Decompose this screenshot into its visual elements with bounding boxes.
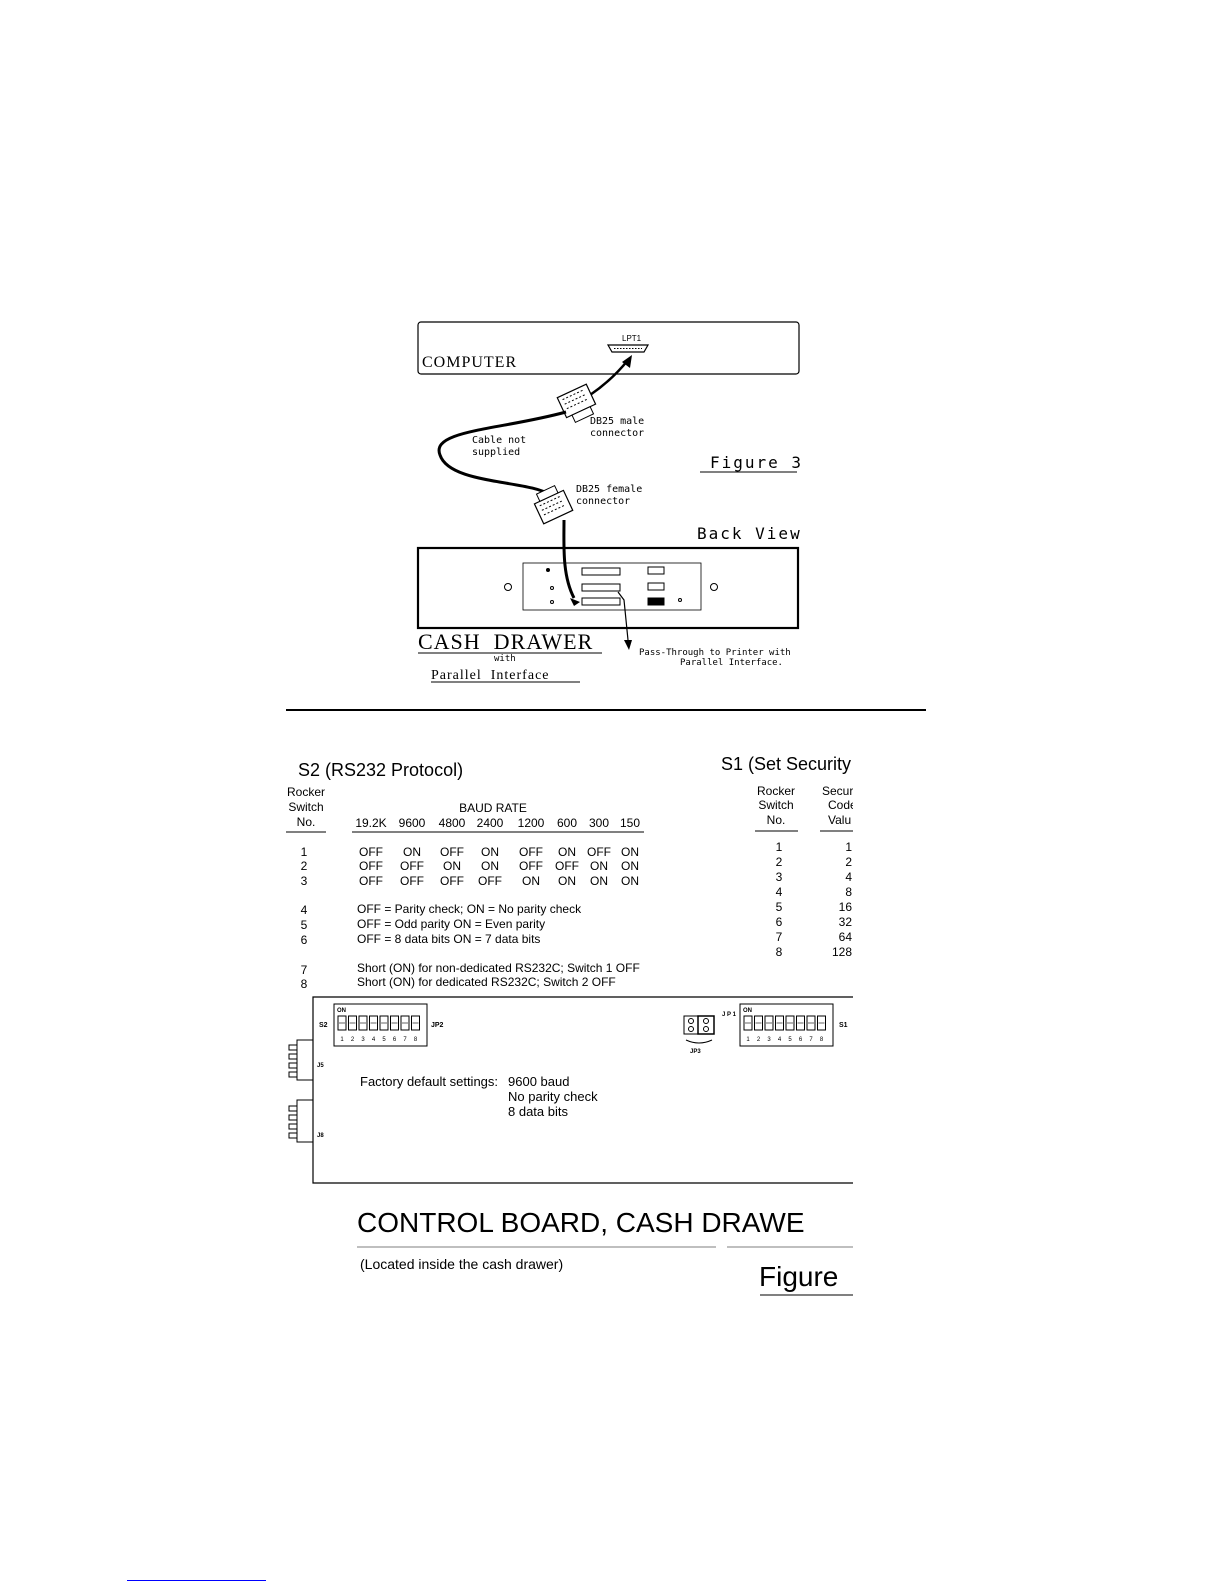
baud-cell: ON (443, 859, 461, 873)
s2-header-rocker: Rocker (286, 785, 326, 799)
male-connector-label-2: connector (590, 428, 645, 439)
s2-dip-number: 2 (350, 1037, 355, 1043)
s1-dip-number: 3 (767, 1037, 771, 1043)
baud-cell: ON (621, 845, 639, 859)
jp3-jumper-icon (684, 1016, 714, 1043)
figure3-label: Figure 3 (710, 453, 804, 472)
rocker-switch-number: 8 (300, 977, 308, 991)
s2-dip-number: 3 (361, 1037, 365, 1043)
rocker-switch-number: 2 (300, 859, 308, 873)
baud-cell: ON (590, 874, 608, 888)
s1-code-value: 16 (838, 900, 852, 914)
control-board-diagram (0, 720, 857, 1320)
screw-left (505, 584, 512, 591)
panel-led (546, 568, 550, 572)
baud-column-header: 300 (588, 816, 610, 830)
passthrough-label-1: Pass-Through to Printer with (639, 648, 791, 658)
factory-value: No parity check (508, 1089, 598, 1104)
s1-switch-number: 2 (775, 855, 783, 869)
baud-cell: OFF (359, 874, 383, 888)
female-connector-label-2: connector (576, 496, 631, 507)
baud-cell: OFF (359, 859, 383, 873)
s1-code-value: 4 (845, 870, 852, 884)
panel-port-3 (582, 598, 620, 605)
option-description: OFF = 8 data bits ON = 7 data bits (357, 932, 541, 946)
rocker-switch-number: 6 (300, 933, 308, 947)
female-connector-label-1: DB25 female (576, 484, 643, 495)
s2-board-label: S2 (319, 1022, 328, 1029)
factory-values (508, 1074, 598, 1119)
baud-cell: OFF (587, 845, 611, 859)
option-description: Short (ON) for non-dedicated RS232C; Switch 1 OFF (357, 961, 640, 975)
jp2-label: JP2 (431, 1022, 444, 1029)
figure-label: Figure (759, 1261, 839, 1292)
rocker-switch-number: 5 (300, 918, 308, 932)
s1-code-value: 64 (838, 930, 852, 944)
s1-switch-number: 8 (775, 945, 783, 959)
rocker-switch-number: 3 (300, 874, 308, 888)
s1-dip-number: 5 (788, 1037, 792, 1043)
baud-cell: OFF (519, 859, 543, 873)
s1-code-value: 32 (838, 915, 852, 929)
located-text: (Located inside the cash drawer) (360, 1256, 564, 1272)
factory-value: 9600 baud (508, 1074, 570, 1089)
control-board-title: CONTROL BOARD, CASH DRAWE (357, 1207, 805, 1238)
s1-dip-number: 6 (798, 1037, 803, 1043)
baud-cell: OFF (440, 845, 464, 859)
s1-code-value: 8 (845, 885, 852, 899)
baud-cell: ON (403, 845, 421, 859)
baud-cell: OFF (440, 874, 464, 888)
baud-column-header: 9600 (398, 816, 426, 830)
baud-cell: ON (522, 874, 540, 888)
j8-label: J8 (317, 1133, 324, 1139)
s2-dip-number: 5 (382, 1037, 386, 1043)
baud-cell: OFF (359, 845, 383, 859)
baud-column-header: 4800 (438, 816, 466, 830)
baud-cell: OFF (400, 874, 424, 888)
drawer-arrow-icon (570, 598, 580, 606)
s1-header-secu2: Code (828, 798, 857, 812)
s2-dip-switches (338, 1016, 420, 1043)
baud-cell: ON (621, 859, 639, 873)
option-rows (301, 902, 640, 991)
s1-switch-number: 5 (775, 900, 783, 914)
s1-code-value: 1 (845, 840, 852, 854)
s1-header-secu3: Valu (828, 813, 852, 827)
screw-right (711, 584, 718, 591)
s2-dip-number: 8 (413, 1037, 418, 1043)
s1-switch-number: 1 (775, 840, 783, 854)
male-connector-label-1: DB25 male (590, 416, 645, 427)
back-view-label: Back View (697, 524, 802, 543)
factory-default-label: Factory default settings: (360, 1074, 499, 1089)
option-description: Short (ON) for dedicated RS232C; Switch 2 OFF (357, 975, 616, 989)
baud-cell: OFF (400, 859, 424, 873)
baud-cell: OFF (478, 874, 502, 888)
figure3-diagram (0, 0, 1225, 720)
control-board-region (0, 720, 857, 1320)
s2-header-switch: Switch (288, 800, 324, 814)
parallel-interface-label: Parallel Interface (431, 668, 550, 683)
j5-label: J5 (317, 1063, 324, 1069)
option-description: OFF = Parity check; ON = No parity check (357, 902, 582, 916)
computer-label: COMPUTER (422, 354, 518, 371)
s2-dip-number: 7 (403, 1037, 407, 1043)
panel-hole-2 (551, 601, 554, 604)
s1-rows (776, 840, 853, 959)
s1-header-switch: Switch (758, 798, 794, 812)
baud-cell: ON (621, 874, 639, 888)
s1-board-label: S1 (839, 1022, 848, 1029)
jp3-label: JP3 (690, 1049, 701, 1055)
s1-dip-number: 7 (809, 1037, 813, 1043)
j8-connector-icon (289, 1100, 313, 1142)
factory-value: 8 data bits (508, 1104, 568, 1119)
baud-cell: ON (481, 859, 499, 873)
lpt1-port-icon (608, 345, 648, 352)
s1-switch-number: 3 (775, 870, 783, 884)
s1-title: S1 (Set Security (721, 754, 852, 774)
baud-column-header: 1200 (517, 816, 545, 830)
panel-port-6 (648, 598, 664, 605)
baud-cell: ON (558, 845, 576, 859)
rocker-switch-number: 7 (300, 963, 308, 977)
panel-port-2 (582, 584, 620, 591)
s1-dip-number: 1 (746, 1037, 750, 1043)
cable-to-drawer (564, 520, 574, 598)
panel-hole-1 (551, 587, 554, 590)
baud-cell: ON (481, 845, 499, 859)
s1-header-no: No. (766, 813, 786, 827)
s2-dip-number: 1 (340, 1037, 344, 1043)
s1-code-value: 2 (845, 855, 852, 869)
s1-on-label: ON (743, 1008, 752, 1014)
cable-label-1: Cable not (472, 435, 527, 446)
baud-columns (355, 816, 640, 830)
s2-on-label: ON (337, 1008, 346, 1014)
s1-code-value: 128 (831, 945, 852, 959)
panel-hole-3 (679, 599, 682, 602)
with-label: with (494, 654, 516, 664)
baud-column-header: 2400 (476, 816, 504, 830)
s1-dip-number: 4 (777, 1037, 782, 1043)
baud-cell: OFF (519, 845, 543, 859)
s2-dip-number: 6 (392, 1037, 397, 1043)
rocker-switch-number: 4 (300, 903, 308, 917)
s1-switch-number: 4 (775, 885, 783, 899)
option-description: OFF = Odd parity ON = Even parity (357, 917, 546, 931)
cable-label-2: supplied (472, 447, 521, 458)
s2-dip-number: 4 (371, 1037, 376, 1043)
baud-column-header: 600 (556, 816, 578, 830)
baud-cell: ON (590, 859, 608, 873)
s1-header-secu1: Secur (822, 784, 854, 798)
s1-switch-number: 6 (775, 915, 783, 929)
lpt1-label: LPT1 (622, 334, 642, 343)
s1-switch-number: 7 (775, 930, 783, 944)
baud-rows (301, 845, 639, 888)
s1-dip-number: 2 (756, 1037, 761, 1043)
passthrough-label-2: Parallel Interface. (680, 658, 783, 668)
s2-header-no: No. (296, 815, 316, 829)
s1-header-rocker: Rocker (756, 784, 796, 798)
s1-dip-number: 8 (819, 1037, 824, 1043)
baud-cell: ON (558, 874, 576, 888)
s1-dip-switches (744, 1016, 826, 1043)
cable-to-lpt1 (590, 360, 628, 395)
baud-cell: OFF (555, 859, 579, 873)
s2-title: S2 (RS232 Protocol) (298, 760, 464, 780)
baud-column-header: 150 (619, 816, 641, 830)
baud-column-header: 19.2K (355, 816, 387, 830)
panel-port-1 (582, 568, 620, 575)
rocker-switch-number: 1 (300, 845, 308, 859)
panel-port-4 (648, 567, 664, 574)
passthrough-arrow-icon (624, 640, 632, 650)
footer-rule (127, 1580, 266, 1581)
panel-port-5 (648, 583, 664, 590)
jp3-side-label: J P 1 (722, 1012, 736, 1018)
baud-rate-label: BAUD RATE (459, 801, 527, 815)
j5-connector-icon (289, 1040, 313, 1080)
cash-drawer-label: CASH DRAWER (418, 629, 594, 654)
